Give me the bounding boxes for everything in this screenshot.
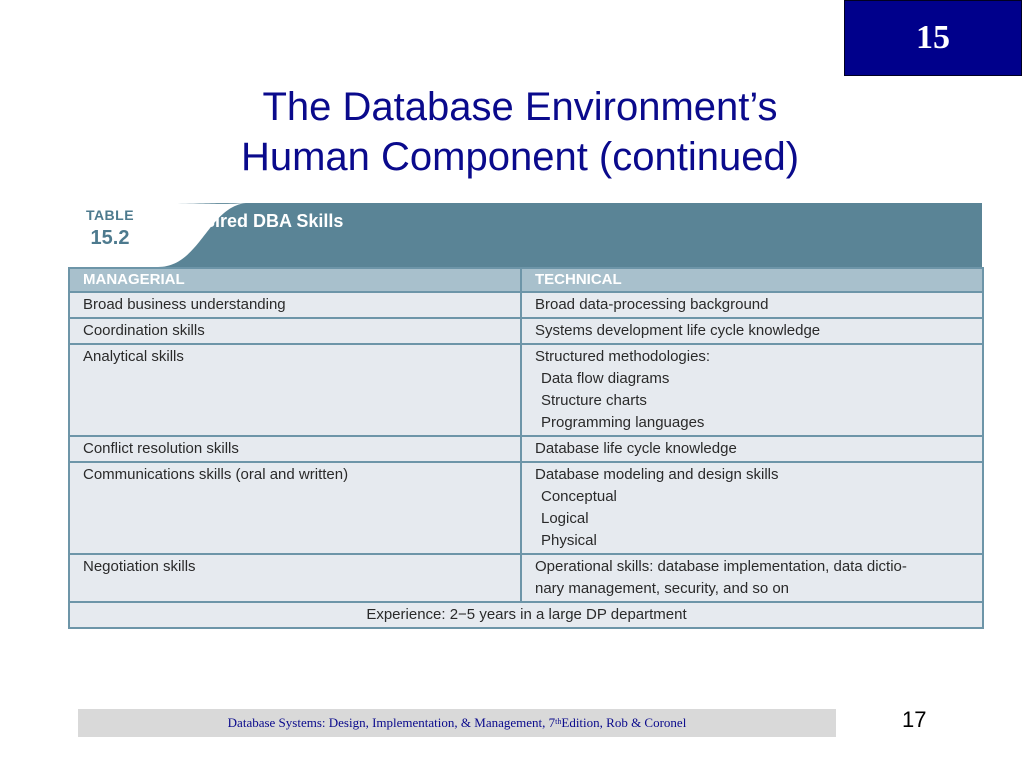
table-row: [69, 344, 983, 436]
technical-subitem: Data flow diagrams: [541, 370, 670, 387]
slide-title-line-1: The Database Environment’s: [262, 85, 778, 129]
experience-cell: Experience: 2−5 years in a large DP department: [69, 602, 983, 628]
managerial-cell: Analytical skills: [69, 344, 521, 436]
technical-cell: [521, 344, 983, 436]
table-row: [69, 318, 983, 344]
chapter-number-badge: [844, 0, 1022, 76]
technical-subitem: Programming languages: [541, 414, 705, 431]
technical-cell: [521, 554, 983, 602]
managerial-cell: Negotiation skills: [69, 554, 521, 602]
technical-subitem: Logical: [541, 510, 589, 527]
footer-citation: [78, 709, 836, 737]
technical-line: Database life cycle knowledge: [535, 440, 737, 457]
table-caption: Desired DBA Skills: [182, 211, 344, 231]
technical-cell: [521, 436, 983, 462]
slide-title-line-2: Human Component (continued): [240, 135, 800, 179]
technical-subitem: Structure charts: [541, 392, 647, 409]
managerial-cell: Conflict resolution skills: [69, 436, 521, 462]
table-label-number: 15.2: [90, 227, 130, 249]
experience-row: [69, 602, 983, 628]
technical-line: nary management, security, and so on: [535, 580, 790, 597]
table-banner: [68, 203, 982, 267]
footer-citation-suffix: Edition, Rob & Coronel: [561, 715, 687, 730]
footer-citation-superscript: th: [555, 716, 562, 726]
table-row: [69, 292, 983, 318]
technical-cell: [521, 292, 983, 318]
page-number: 17: [902, 707, 927, 732]
slide-title: [150, 82, 890, 182]
table-row: [69, 554, 983, 602]
chapter-number: 15: [916, 19, 950, 56]
table-row: [69, 436, 983, 462]
dba-skills-table: [68, 267, 984, 629]
table-header-row: [69, 268, 983, 292]
managerial-cell: Broad business understanding: [69, 292, 521, 318]
technical-line: Operational skills: database implementation, data dictio-: [535, 558, 907, 575]
technical-cell: [521, 318, 983, 344]
technical-line: Structured methodologies:: [535, 348, 711, 365]
technical-subitem: Conceptual: [541, 488, 617, 505]
technical-subitem: Physical: [541, 532, 597, 549]
technical-line: Broad data-processing background: [535, 296, 769, 313]
managerial-cell: Communications skills (oral and written): [69, 462, 521, 554]
technical-cell: [521, 462, 983, 554]
table-row: [69, 462, 983, 554]
table-label-word: TABLE: [85, 207, 135, 223]
managerial-cell: Coordination skills: [69, 318, 521, 344]
footer-citation-prefix: Database Systems: Design, Implementation, & Management, 7: [227, 715, 556, 730]
technical-line: Database modeling and design skills: [535, 466, 779, 483]
column-header-managerial: MANAGERIAL: [69, 268, 521, 292]
column-header-technical: TECHNICAL: [521, 268, 983, 292]
technical-line: Systems development life cycle knowledge: [535, 322, 821, 339]
